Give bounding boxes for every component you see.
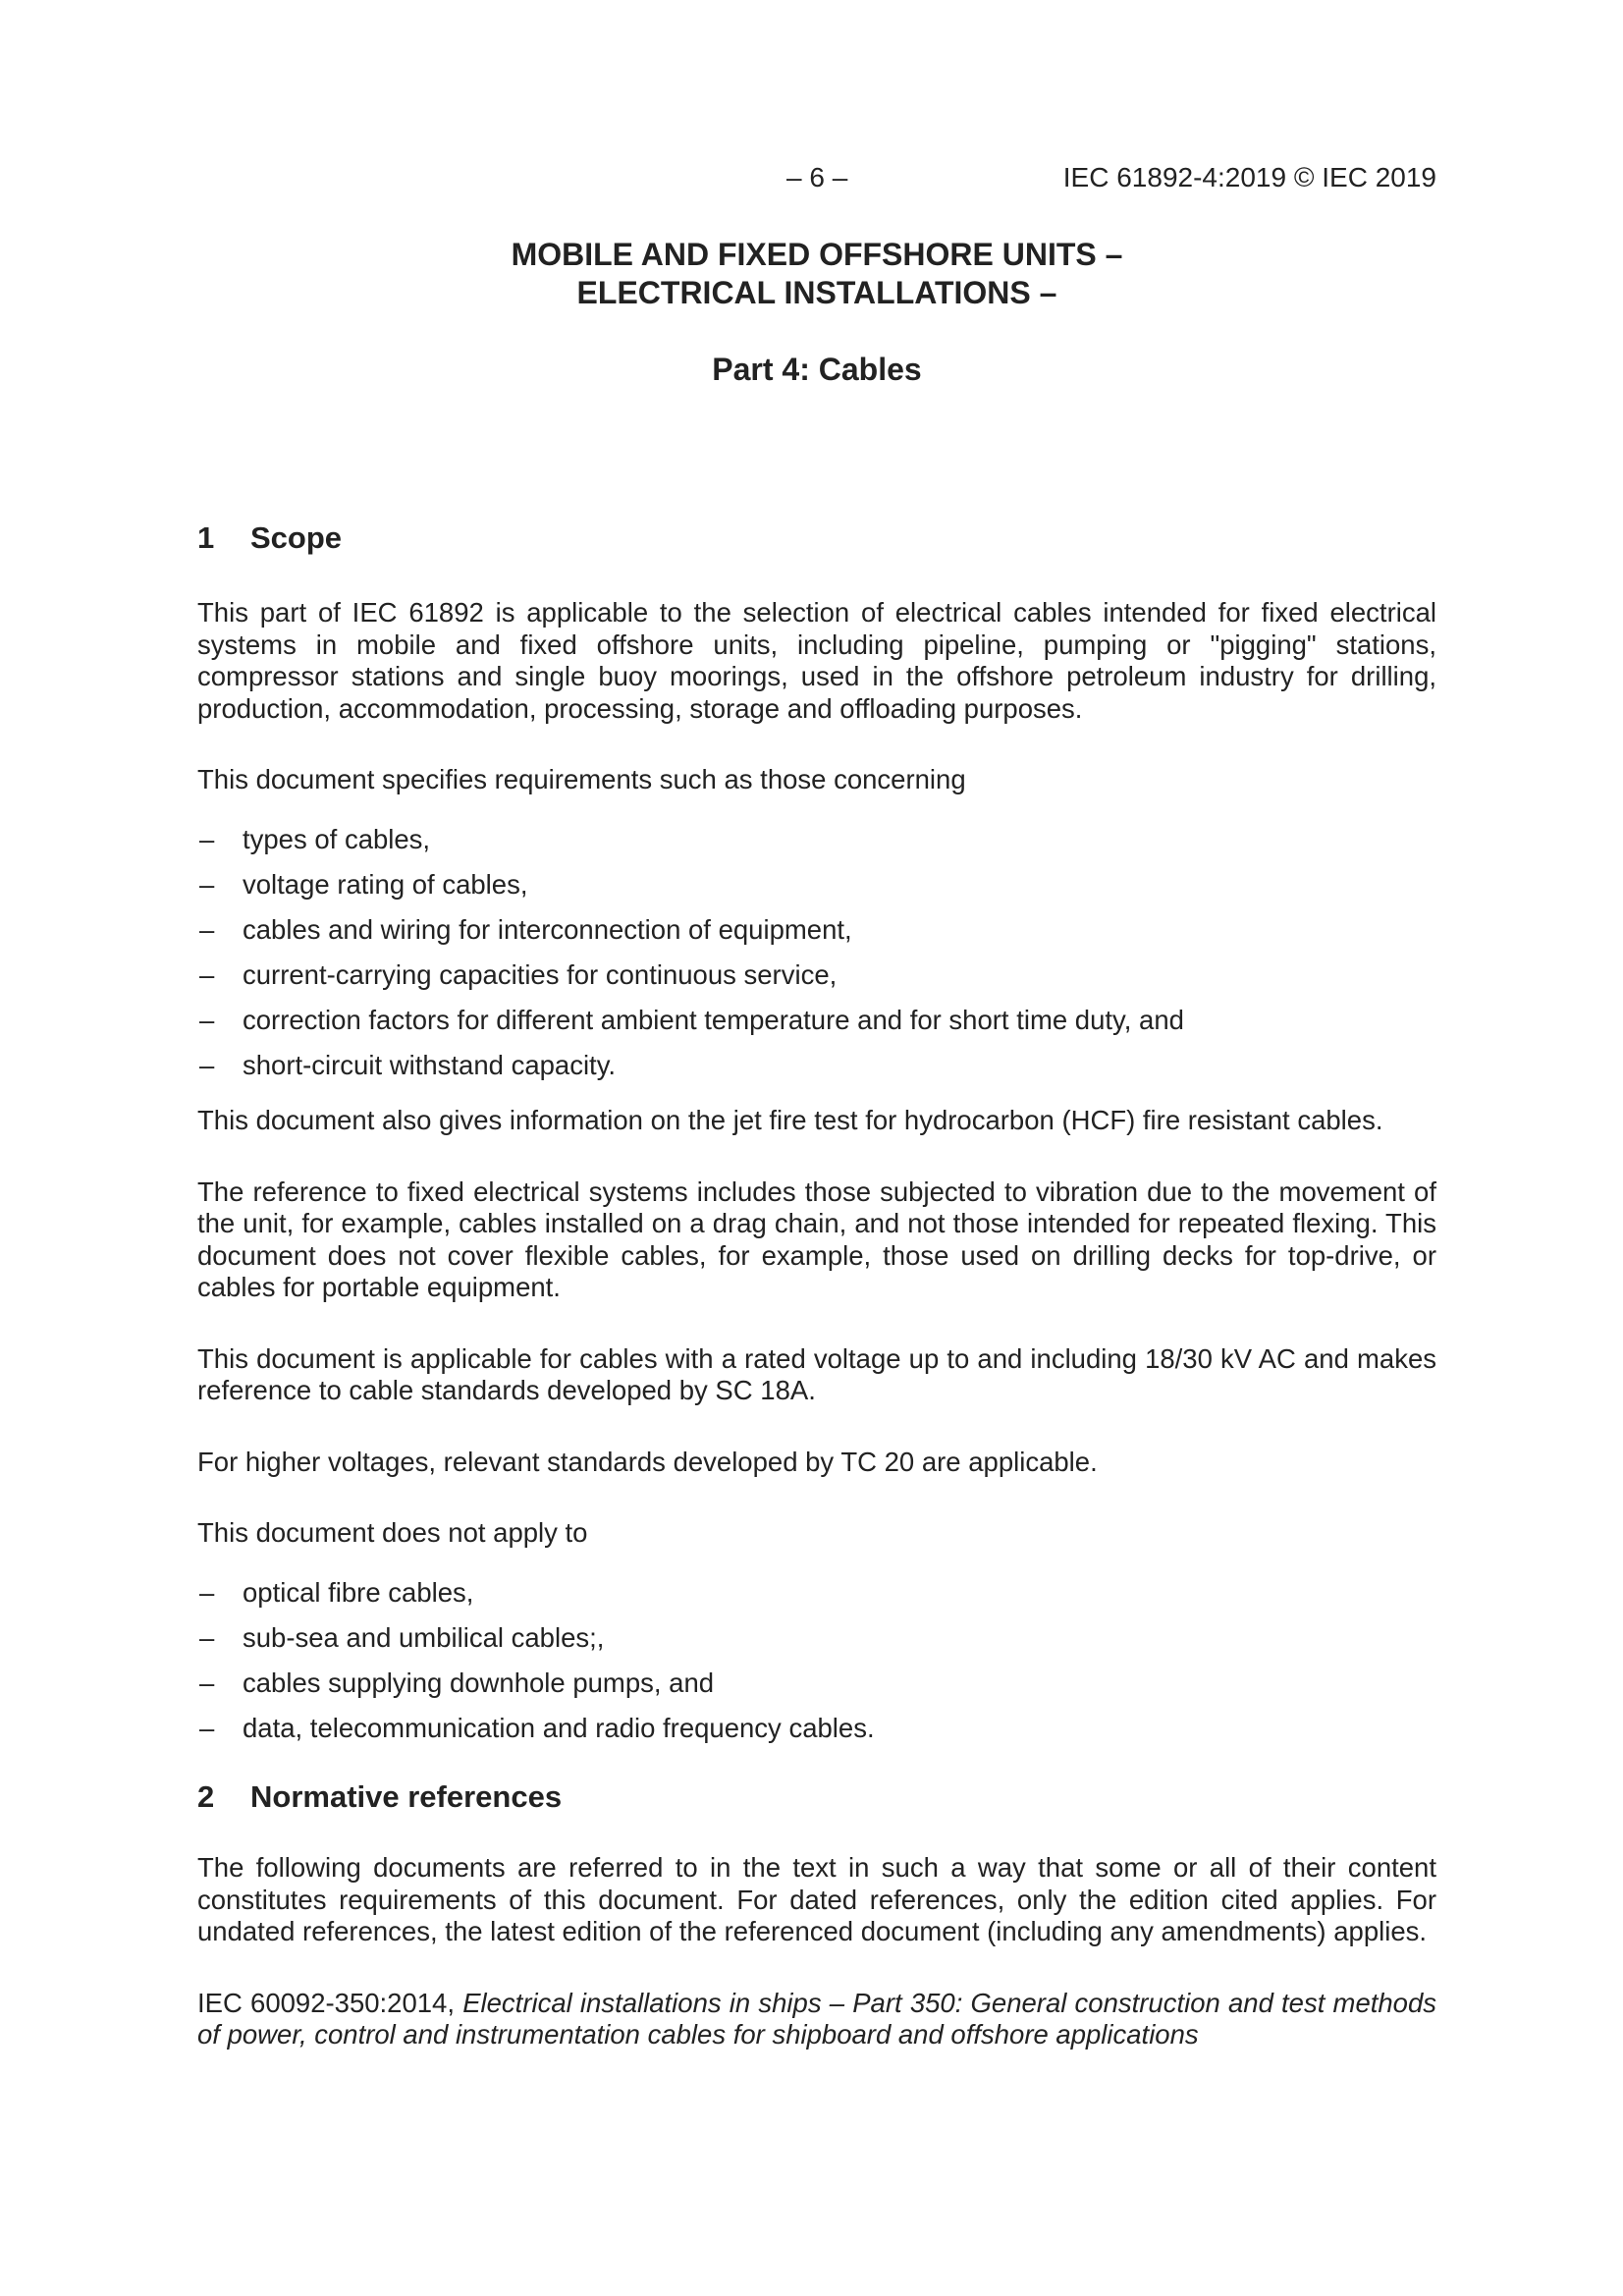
clause-number: 2	[197, 1779, 215, 1814]
list-item: – data, telecommunication and radio frequency cables.	[199, 1712, 875, 1743]
document-reference: IEC 61892-4:2019 © IEC 2019	[1062, 162, 1436, 192]
list-item: – correction factors for different ambient temperature and for short time duty, and	[199, 1004, 1184, 1035]
part-title: Part 4: Cables	[712, 352, 922, 387]
reference-entry	[197, 1988, 1436, 2051]
list-item: – current-carrying capacities for continuous service,	[199, 958, 838, 990]
document-page	[197, 0, 1436, 2296]
list-dash: –	[199, 1049, 215, 1080]
running-header	[197, 158, 1436, 197]
title-line-1: MOBILE AND FIXED OFFSHORE UNITS –	[511, 237, 1123, 272]
list-item: – types of cables,	[199, 823, 431, 854]
document-title	[197, 236, 1436, 389]
list-dash: –	[199, 958, 215, 990]
list-dash: –	[199, 1576, 215, 1608]
clause-heading-scope	[197, 519, 1436, 558]
list-item: – voltage rating of cables,	[199, 868, 528, 900]
clause-number: 1	[197, 520, 215, 555]
normative-references-paragraph: The following documents are referred to in the text in such a way that some or all of their content constitutes requirements of this document. For dated references, only the edition cited applies. For undated references, the latest edition of the referenced document (including any amendments) applies.	[197, 1852, 1436, 1946]
list-dash: –	[199, 913, 215, 945]
list-item: – optical fibre cables,	[199, 1576, 474, 1608]
scope-paragraph-1: This part of IEC 61892 is applicable to the selection of electrical cables intended for fixed electrical systems in mobile and fixed offshore units, including pipeline, pumping or "pigging" stations, compressor stations and single buoy moorings, used in the offshore petroleum industry for drilling, production, accommodation, processing, storage and offloading purposes.	[197, 597, 1436, 724]
scope-exclusions-list	[197, 1577, 1436, 1745]
clause-title: Normative references	[250, 1779, 563, 1814]
list-item: – sub-sea and umbilical cables;,	[199, 1621, 605, 1653]
list-item: – cables supplying downhole pumps, and	[199, 1667, 715, 1698]
list-dash: –	[199, 823, 215, 854]
list-dash: –	[199, 868, 215, 900]
list-item: – cables and wiring for interconnection of equipment,	[199, 913, 852, 945]
clause-heading-normative-references	[197, 1777, 1436, 1817]
title-line-2: ELECTRICAL INSTALLATIONS –	[576, 275, 1057, 310]
reference-title: Electrical installations in ships – Part 350: General construction and test methods of power, control and instrumentation cables for shipboard and offshore applications	[197, 1987, 1437, 2050]
list-item: – short-circuit withstand capacity.	[199, 1049, 617, 1080]
list-dash: –	[199, 1621, 215, 1653]
list-dash: –	[199, 1712, 215, 1743]
scope-paragraph-5: This document is applicable for cables with a rated voltage up to and including 18/30 kV AC and makes reference to cable standards developed by SC 18A.	[197, 1342, 1436, 1405]
clause-title: Scope	[250, 520, 343, 555]
scope-paragraph-7: This document does not apply to	[197, 1517, 588, 1548]
scope-requirements-list	[197, 824, 1436, 1082]
reference-id: IEC 60092-350:2014,	[197, 1987, 455, 2018]
scope-paragraph-2: This document specifies requirements such as those concerning	[197, 764, 966, 794]
scope-paragraph-6: For higher voltages, relevant standards developed by TC 20 are applicable.	[197, 1446, 1098, 1477]
scope-paragraph-4: The reference to fixed electrical systems includes those subjected to vibration due to the movement of the unit, for example, cables installed on a drag chain, and not those intended for repeated flexing. This document does not cover flexible cables, for example, those used on drilling decks for top-drive, or cables for portable equipment.	[197, 1175, 1436, 1302]
list-dash: –	[199, 1004, 215, 1035]
scope-paragraph-3: This document also gives information on the jet fire test for hydrocarbon (HCF) fire resistant cables.	[197, 1105, 1383, 1135]
document-body	[197, 519, 1436, 2051]
list-dash: –	[199, 1667, 215, 1698]
page-number: – 6 –	[786, 162, 848, 192]
